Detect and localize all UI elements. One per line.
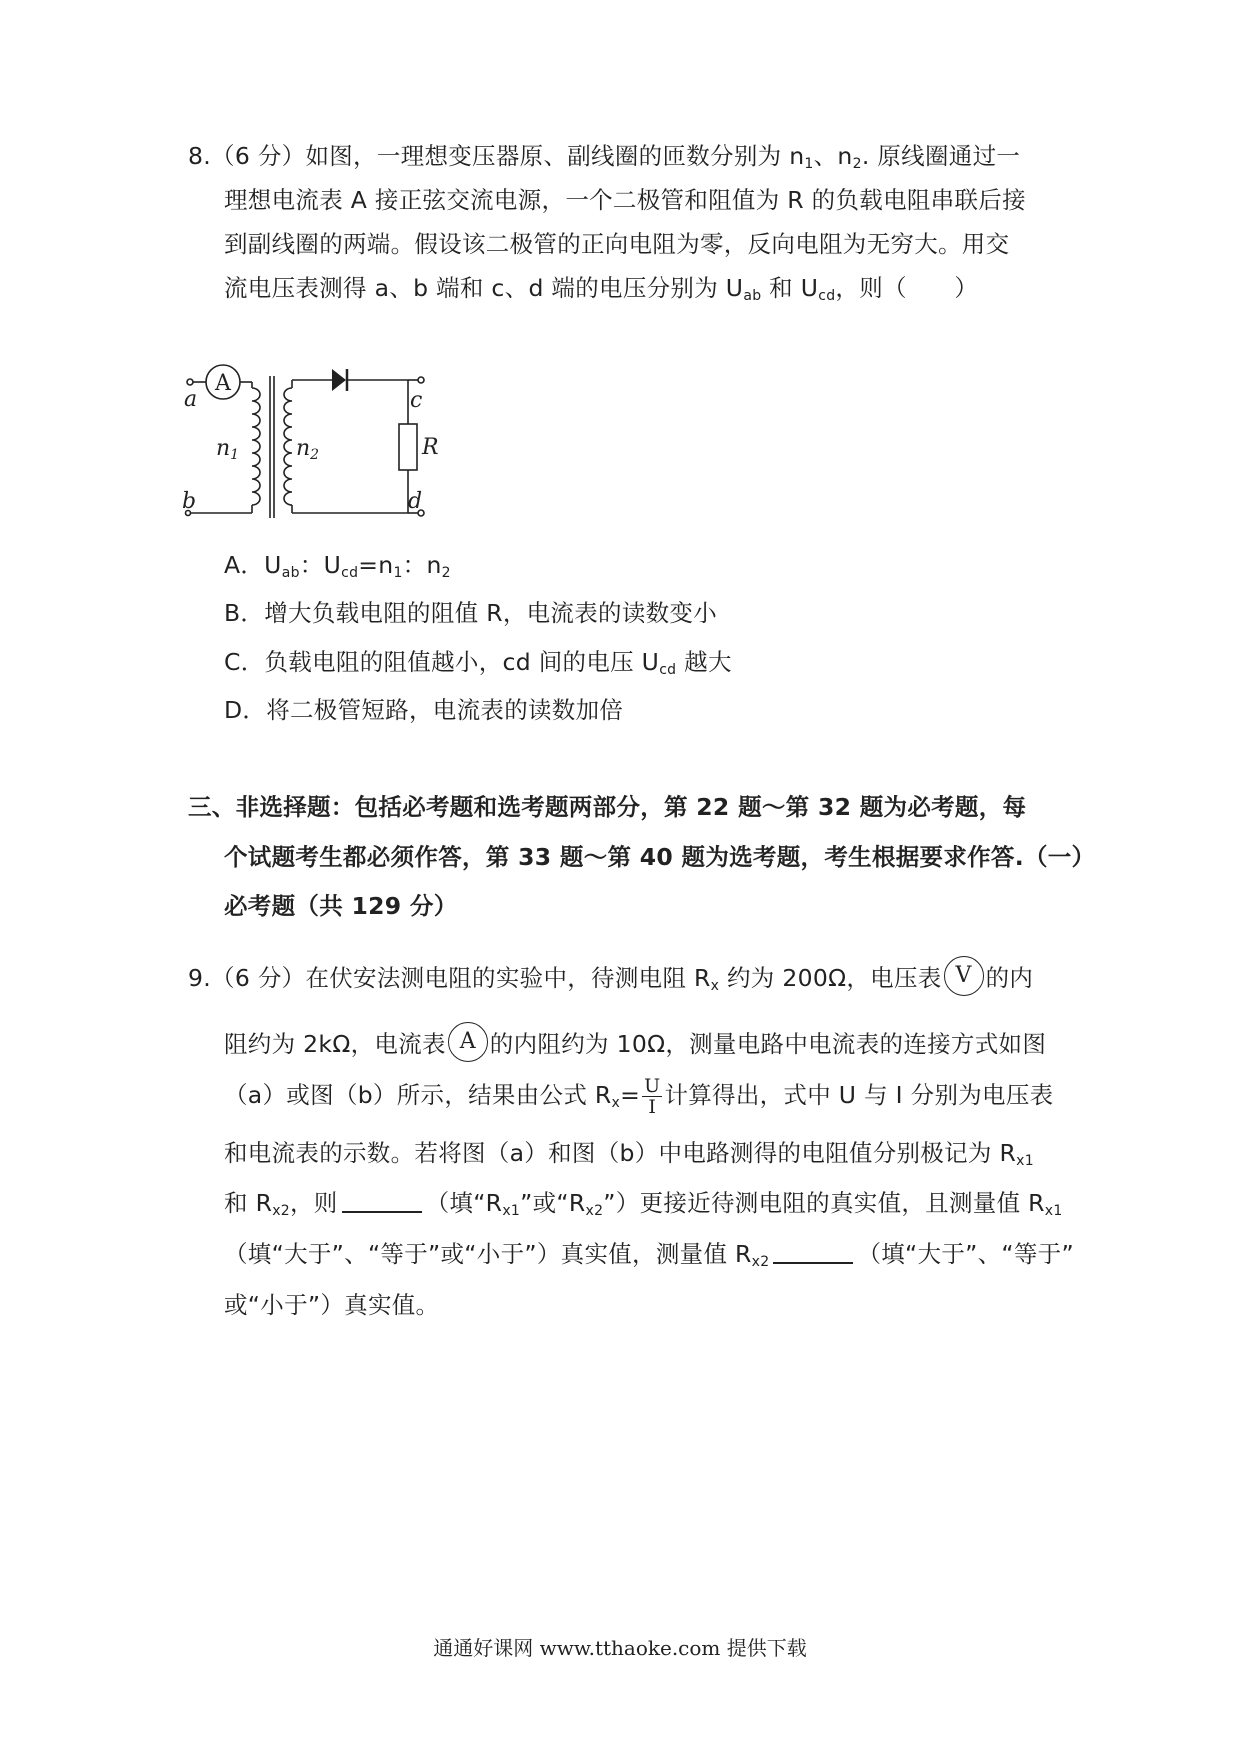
primary-coil	[252, 388, 260, 505]
footer-credit: 通通好课网 www.tthaoke.com 提供下载	[433, 1636, 807, 1660]
q9-line-1: 9.（6 分）在伏安法测电阻的实验中，待测电阻 $R_x$ 约为 200Ω，电压表 V 的内	[188, 956, 1033, 996]
secondary-coil	[284, 388, 292, 505]
terminal-a	[187, 379, 193, 385]
terminal-c	[418, 377, 424, 383]
section3-line-2: 个试题考生都必须作答，第 33 题～第 40 题为选考题，考生根据要求作答.（一）	[224, 843, 1096, 871]
resistor-symbol	[399, 424, 417, 470]
label-n1: n1	[216, 436, 240, 463]
ammeter-label: A	[215, 371, 231, 396]
formula-fraction: $\frac{U}{I}$	[644, 1075, 661, 1118]
q9-line-4: 和电流表的示数。若将图（a）和图（b）中电路测得的电阻值分别极记为 $R_{x1}$	[224, 1139, 1034, 1169]
q8-option-d: D．将二极管短路，电流表的读数加倍	[224, 696, 624, 724]
q9-line-5: 和 $R_{x2}$，则 （填“$R_{x1}$”或“$R_{x2}$”）更接近待测电阻的真实值，且测量值 $R_{x1}$	[224, 1189, 1063, 1219]
section3-line-3: 必考题（共 129 分）	[224, 892, 458, 920]
q9-line-2: 阻约为 2kΩ，电流表 A 的内阻约为 10Ω，测量电路中电流表的连接方式如图	[224, 1022, 1046, 1062]
diode-symbol	[332, 369, 346, 391]
label-b: b	[182, 489, 197, 514]
label-n2: n2	[296, 436, 320, 463]
q9-line-6: （填“大于”、“等于”或“小于”）真实值，测量值 $R_{x2}$ （填“大于”、“等于”	[224, 1240, 1074, 1270]
q9-line-7: 或“小于”）真实值。	[224, 1291, 440, 1319]
q8-line-1: 8.（6 分）如图，一理想变压器原、副线圈的匝数分别为 $n_1$、$n_2$. 原线圈通过一	[188, 142, 1021, 172]
label-r: R	[422, 435, 439, 460]
answer-blank-2[interactable]	[773, 1240, 853, 1264]
transformer-circuit-diagram	[182, 358, 486, 534]
ammeter-icon: A	[448, 1022, 488, 1062]
q8-line-2: 理想电流表 A 接正弦交流电源，一个二极管和阻值为 R 的负载电阻串联后接	[224, 186, 1026, 214]
q9-line-3: （a）或图（b）所示，结果由公式 $R_x=$ $\frac{U}{I}$ 计算得出，式中 U 与 I 分别为电压表	[224, 1075, 1054, 1118]
answer-blank-1[interactable]	[342, 1189, 422, 1213]
q8-line-4: 流电压表测得 a、b 端和 c、d 端的电压分别为 $U_{ab}$ 和 $U_{cd}$，则（ ）	[224, 274, 979, 304]
q8-option-a: A．$U_{ab}$：$U_{cd}=n_1$：$n_2$	[224, 551, 451, 581]
q8-line-3: 到副线圈的两端。假设该二极管的正向电阻为零，反向电阻为无穷大。用交	[224, 230, 1010, 258]
q8-option-b: B．增大负载电阻的阻值 R，电流表的读数变小	[224, 599, 718, 627]
q8-option-c: C．负载电阻的阻值越小，cd 间的电压 $U_{cd}$ 越大	[224, 648, 732, 678]
voltmeter-icon: V	[944, 956, 984, 996]
label-c: c	[410, 388, 423, 413]
label-a: a	[184, 387, 198, 412]
section3-line-1: 三、非选择题：包括必考题和选考题两部分，第 22 题～第 32 题为必考题，每	[188, 793, 1027, 821]
label-d: d	[408, 489, 423, 514]
